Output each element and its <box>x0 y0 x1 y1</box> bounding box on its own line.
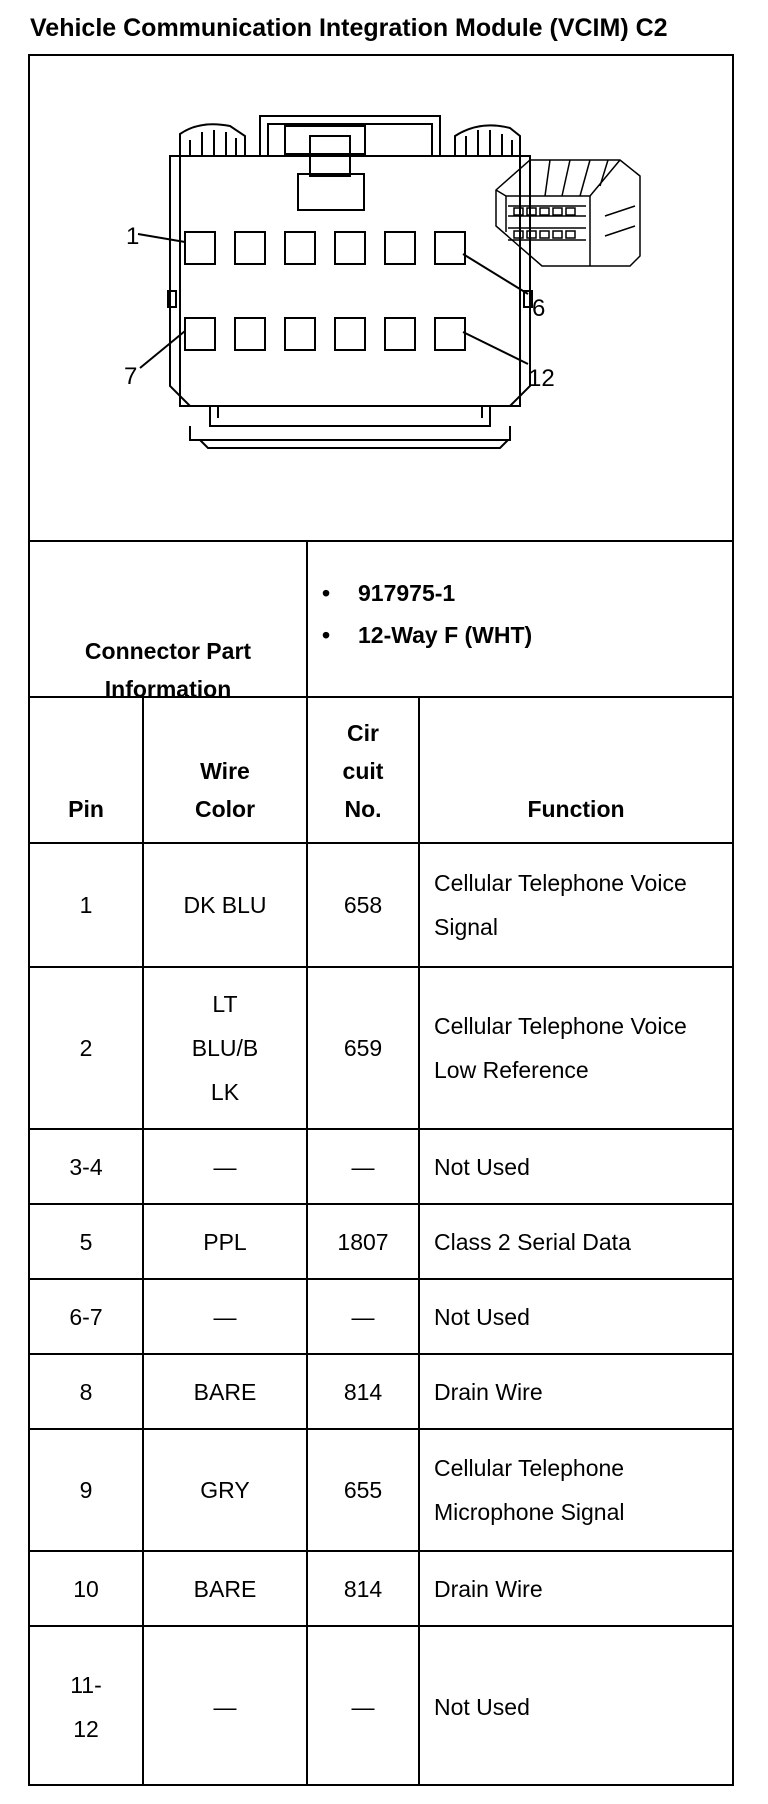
table-cell-function: Cellular Telephone Voice Signal <box>434 870 687 940</box>
connector-part-list <box>322 572 532 656</box>
divider <box>306 540 308 698</box>
table-cell-function: Not Used <box>434 1693 530 1720</box>
table-cell-wire: GRY <box>200 1477 250 1503</box>
table-cell-pin: 3-4 <box>69 1153 103 1180</box>
table-cell-wire: BARE <box>193 1378 257 1405</box>
header-wire-color: Wire Color <box>194 758 256 822</box>
table-cell-pin: 11-12 <box>70 1671 102 1742</box>
table-cell-circuit: — <box>351 1693 375 1720</box>
header-circuit: Cir cuit No. <box>342 720 384 822</box>
table-cell-circuit: 814 <box>343 1575 383 1602</box>
table-cell-wire: PPL <box>203 1228 247 1255</box>
table-cell-wire: DK BLU <box>183 892 267 918</box>
connector-part-item: • 917975-1 <box>322 580 456 606</box>
table-cell-function: Not Used <box>434 1303 530 1330</box>
table-cell-wire: — <box>213 1303 237 1330</box>
pin-label-12: 12 <box>528 365 555 392</box>
table-cell-function: Cellular Telephone Voice Low Reference <box>434 1013 687 1083</box>
table-cell-pin: 10 <box>73 1575 99 1602</box>
table-cell-circuit: 1807 <box>337 1228 389 1255</box>
table-cell-pin: 9 <box>79 1477 93 1503</box>
table-cell-function: Class 2 Serial Data <box>434 1228 631 1255</box>
connector-diagram <box>30 56 732 542</box>
table-cell-wire: LT BLU/B LK <box>191 991 259 1105</box>
table-cell-circuit: 658 <box>343 892 383 918</box>
pin-label-1: 1 <box>126 223 140 250</box>
table-cell-pin: 2 <box>79 1035 93 1061</box>
table-cell-circuit: 659 <box>343 1035 383 1061</box>
header-function: Function <box>527 796 625 822</box>
header-pin: Pin <box>68 796 104 822</box>
table-cell-wire: — <box>213 1693 237 1720</box>
table-cell-circuit: — <box>351 1303 375 1330</box>
table-cell-function: Not Used <box>434 1153 530 1180</box>
table-cell-pin: 6-7 <box>69 1303 103 1330</box>
pin-label-7: 7 <box>124 363 138 390</box>
table-cell-pin: 5 <box>79 1228 93 1255</box>
table-cell-function: Drain Wire <box>434 1575 543 1602</box>
table-cell-function: Drain Wire <box>434 1378 543 1405</box>
pin-label-6: 6 <box>532 295 546 322</box>
table-cell-pin: 8 <box>79 1378 93 1405</box>
connector-part-label: Connector Part Information <box>84 638 252 702</box>
table-cell-wire: BARE <box>193 1575 257 1602</box>
divider <box>28 540 734 542</box>
table-cell-pin: 1 <box>79 892 93 918</box>
table-cell-wire: — <box>213 1153 237 1180</box>
page-title: Vehicle Communication Integration Module (VCIM) C2 <box>30 14 668 42</box>
table-cell-circuit: 655 <box>343 1477 383 1503</box>
table-cell-circuit: — <box>351 1153 375 1180</box>
table-cell-function: Cellular Telephone Microphone Signal <box>434 1455 625 1525</box>
connector-part-item: • 12-Way F (WHT) <box>322 622 533 648</box>
table-cell-circuit: 814 <box>343 1378 383 1405</box>
